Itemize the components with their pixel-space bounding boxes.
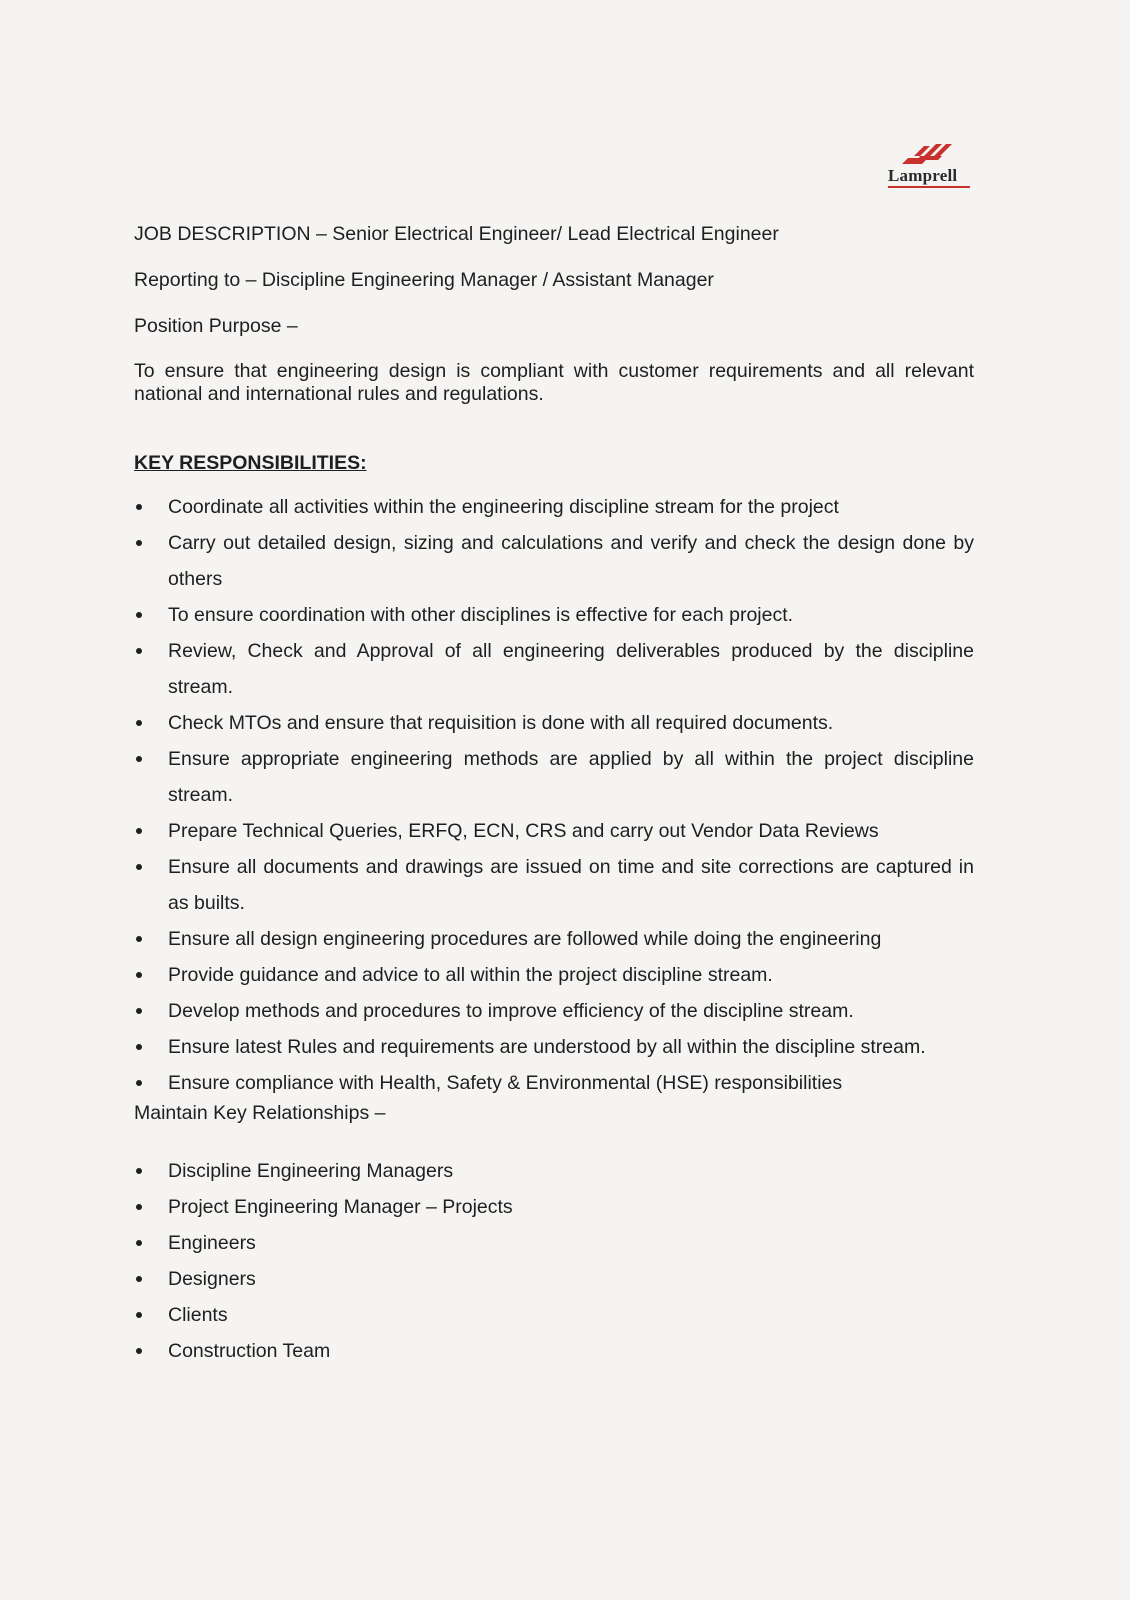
list-item	[134, 1333, 974, 1369]
list-item-text: Provide guidance and advice to all within the project discipline stream.	[168, 964, 773, 986]
bullet-icon	[136, 1348, 142, 1354]
list-item	[134, 813, 974, 849]
bullet-icon	[136, 1044, 142, 1050]
list-item-text: Project Engineering Manager – Projects	[168, 1196, 513, 1218]
list-item	[134, 957, 974, 993]
bullet-icon	[136, 1204, 142, 1210]
list-item-text: Engineers	[168, 1232, 256, 1254]
list-item-text: Ensure all documents and drawings are issued on time and site corrections are captured in as builts.	[168, 856, 974, 914]
lamprell-logo	[884, 138, 974, 194]
bullet-icon	[136, 1168, 142, 1174]
list-item	[134, 1153, 974, 1189]
list-item	[134, 1065, 974, 1101]
list-item	[134, 1225, 974, 1261]
list-item	[134, 489, 974, 525]
bullet-icon	[136, 1008, 142, 1014]
list-item	[134, 921, 974, 957]
bullet-icon	[136, 720, 142, 726]
bullet-icon	[136, 648, 142, 654]
bullet-icon	[136, 936, 142, 942]
position-purpose-text: To ensure that engineering design is compliant with customer requirements and all relevant national and international rules and regulations.	[134, 360, 974, 405]
list-item	[134, 633, 974, 705]
list-item-text: Ensure all design engineering procedures are followed while doing the engineering	[168, 928, 882, 950]
logo-underline	[888, 186, 970, 188]
list-item-text: Designers	[168, 1268, 256, 1290]
bullet-icon	[136, 1080, 142, 1086]
bullet-icon	[136, 504, 142, 510]
position-purpose-label: Position Purpose –	[134, 315, 298, 337]
bullet-icon	[136, 864, 142, 870]
key-responsibilities-heading: KEY RESPONSIBILITIES:	[134, 452, 367, 474]
list-item-text: Construction Team	[168, 1340, 331, 1362]
list-item-text: Clients	[168, 1304, 228, 1326]
list-item-text: Ensure latest Rules and requirements are understood by all within the discipline stream.	[168, 1036, 926, 1058]
bullet-icon	[136, 756, 142, 762]
list-item-text: Develop methods and procedures to improve efficiency of the discipline stream.	[168, 1000, 854, 1022]
list-item	[134, 849, 974, 921]
list-item	[134, 705, 974, 741]
list-item	[134, 1261, 974, 1297]
document-body	[134, 222, 974, 1369]
list-item-text: To ensure coordination with other disciplines is effective for each project.	[168, 604, 794, 626]
bullet-icon	[136, 612, 142, 618]
job-title: JOB DESCRIPTION – Senior Electrical Engineer/ Lead Electrical Engineer	[134, 223, 779, 245]
reporting-line: Reporting to – Discipline Engineering Manager / Assistant Manager	[134, 269, 714, 291]
list-item	[134, 993, 974, 1029]
list-item-text: Coordinate all activities within the engineering discipline stream for the project	[168, 496, 839, 518]
key-relationships-label: Maintain Key Relationships –	[134, 1102, 386, 1124]
list-item	[134, 1189, 974, 1225]
list-item-text: Review, Check and Approval of all engineering deliverables produced by the discipline stream.	[168, 640, 974, 698]
list-item	[134, 525, 974, 597]
bullet-icon	[136, 828, 142, 834]
responsibilities-list	[134, 489, 974, 1101]
bullet-icon	[136, 1240, 142, 1246]
list-item-text: Prepare Technical Queries, ERFQ, ECN, CRS and carry out Vendor Data Reviews	[168, 820, 879, 842]
bullet-icon	[136, 1276, 142, 1282]
list-item-text: Check MTOs and ensure that requisition is done with all required documents.	[168, 712, 834, 734]
bullet-icon	[136, 1312, 142, 1318]
list-item	[134, 597, 974, 633]
list-item	[134, 1297, 974, 1333]
list-item	[134, 741, 974, 813]
logo-wordmark: Lamprell	[888, 166, 958, 185]
list-item-text: Discipline Engineering Managers	[168, 1160, 454, 1182]
bullet-icon	[136, 540, 142, 546]
list-item-text: Carry out detailed design, sizing and calculations and verify and check the design done by others	[168, 532, 974, 590]
list-item-text: Ensure appropriate engineering methods are applied by all within the project discipline stream.	[168, 748, 974, 806]
list-item-text: Ensure compliance with Health, Safety & Environmental (HSE) responsibilities	[168, 1072, 843, 1094]
lamprell-logo-icon	[884, 138, 974, 168]
relationships-list	[134, 1153, 974, 1369]
list-item	[134, 1029, 974, 1065]
bullet-icon	[136, 972, 142, 978]
